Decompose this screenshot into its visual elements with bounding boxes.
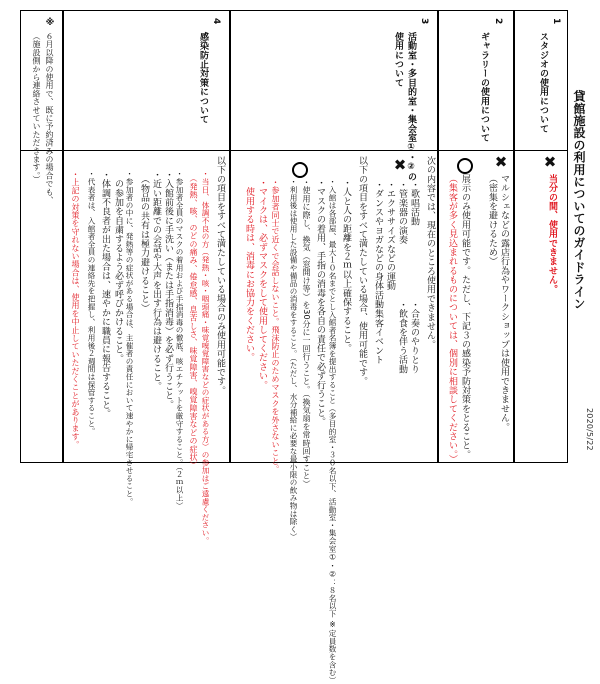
footnote-line-1: ６月以降の使用で、既に予約済みの場合でも、 [45,32,54,205]
section-2-allowed-line-1: 展示のみ使用可能です。ただし、下記３の感染予防対策をとること。 [460,174,470,460]
section-3-allowed-item-3: ・マスクの着用、手指の消毒を各自の責任で必ず行うこと。 [315,178,325,427]
section-2-not-allowed-line-2: （密集を避けるため） [487,174,497,266]
section-4-red-end: ・上記の対策を守れない場合は、使用を中止していただくことがあります。 [71,170,80,449]
row-divider-2 [437,10,439,463]
section-3-not-allowed-item-1b: ・合奏のやりとり [409,300,419,374]
section-2-cross-mark: ✖ [494,153,508,171]
section-3-not-allowed-item-2a: ・管楽器の演奏 [397,180,407,245]
section-2-number: 2 [493,18,503,25]
section-4-item-2: ・入館前後に手洗い（または手指消毒）を必ず行うこと。 [163,170,173,410]
table-right-border [567,10,568,463]
section-2-allowed-line-2: （集客が多く見込まれるものについては、個別に相談してください。） [447,174,457,464]
footnote-marker: ※ [45,18,55,29]
section-4-item-7: ・体調不良者が出た場合は、速やかに職員に報告すること。 [100,170,110,419]
heading-column-divider [20,150,568,151]
section-4-item-8: ・代表者は、入館者全員の連絡先を把握し、利用後２週間は保管すること。 [87,170,96,436]
section-3-red-note-1: ・参加者同士で近くで会話しないこと。飛沫防止のためマスクを外さないこと。 [271,178,280,474]
section-1-status-text: 当分の間、使用できません。 [547,174,557,294]
section-4-heading: 感染防止対策について [198,32,208,124]
footnote-line-2: （施設側から連絡させていただきます。） [32,32,41,184]
section-3-red-note-2: ・マイクは、必ずマスクをして使用してください。 [257,178,267,390]
document-title: 貸館施設の利用についてのガイドライン [572,90,586,310]
section-4-item-4: （物品の共有は極力避けること） [139,170,149,313]
section-2-heading: ギャラリーの使用について [479,32,489,143]
section-3-not-allowed-item-4b: ・集客イベント [373,300,383,365]
row-divider-3 [229,10,231,463]
section-3-cross-mark: ✖ [393,156,407,174]
section-3-allowed-intro: 以下の項目をすべて満たしている場合、使用可能です。 [357,156,367,386]
section-4-item-3: ・近い距離での会話や大声を出す行為は避けること。 [151,170,161,391]
section-3-not-allowed-item-3a: ・エクササイズなどの運動 [385,180,395,291]
section-4-intro: 以下の項目をすべて満たしている場合のみ使用可能です。 [215,156,225,396]
section-4-number: 4 [211,18,221,25]
section-4-item-5: ・参加者の中に、発熱等の症状がある場合は、主催者の責任において速やかに帰宅させること。 [125,170,134,506]
section-1-heading: スタジオの使用について [538,32,548,134]
section-3-red-note-3: 使用する時は、消毒にお協力をください。 [244,178,254,362]
section-3-heading-line-2: 使用について [393,32,403,88]
section-2-circle-mark [457,158,473,174]
section-3-circle-mark [292,162,308,178]
section-4-item-6: の参加を自粛するよう必ず呼びかけること。 [113,170,123,364]
table-left-border [20,10,21,463]
section-3-heading-line-1: 活動室・多目的室・集会室①・②の [406,32,416,182]
section-3-not-allowed-item-1a: ・歌唱活動 [409,180,419,226]
section-3-not-allowed-item-2b: ・飲食を伴う活動 [397,300,407,374]
section-3-allowed-item-1: ・人と人の距離を２ｍ以上確保すること。 [341,178,351,353]
document-date: 2020/5/22 [585,408,594,451]
section-3-allowed-item-5: ・利用後は使用した設備や備品の消毒をすること。（ただし、水分補給に必要な最小限の飲み物は除く） [289,178,298,541]
section-1-number: 1 [551,18,561,25]
table-top-border [20,10,568,11]
section-4-red-item-2: （発熱、咳、のどの痛み、倦怠感、息苦しさ、味覚障害、嗅覚障害などの症状） [189,170,198,470]
row-divider-1 [513,10,515,463]
section-4-item-1: ・参加者全員のマスクの着用および手指消毒の徹底、咳エチケットを厳守すること。（２ｍ以上） [175,170,184,510]
section-2-not-allowed-line-1: マルシェなどの露店行為やワークショップは使用できません。 [499,174,509,432]
section-3-not-allowed-item-4a: ・ダンスやヨガなどの身体活動 [373,180,383,309]
section-1-cross-mark: ✖ [543,153,557,171]
row-divider-4 [62,10,64,463]
section-3-not-allowed-intro: 次の内容では、現在のところ使用できません。 [425,156,435,350]
section-3-allowed-item-4: ・使用に際し、換気（窓開け等）を30分に一回行うこと。（換気扇を常時回すこと） [302,178,311,488]
section-3-allowed-item-2: ・入館は各部屋、最大１０名までとし入館者名簿を提出すること（多目的室・３０名以下、活動室・集会室①・②：８名以下 ※定員数を含む） [328,178,337,684]
section-4-red-item-1: ・当日、体調不良の方（発熱・咳・咽頭痛・味覚嗅覚障害などの症状がある方）の参加はご遠慮ください。 [201,170,210,545]
section-3-number: 3 [419,18,429,25]
